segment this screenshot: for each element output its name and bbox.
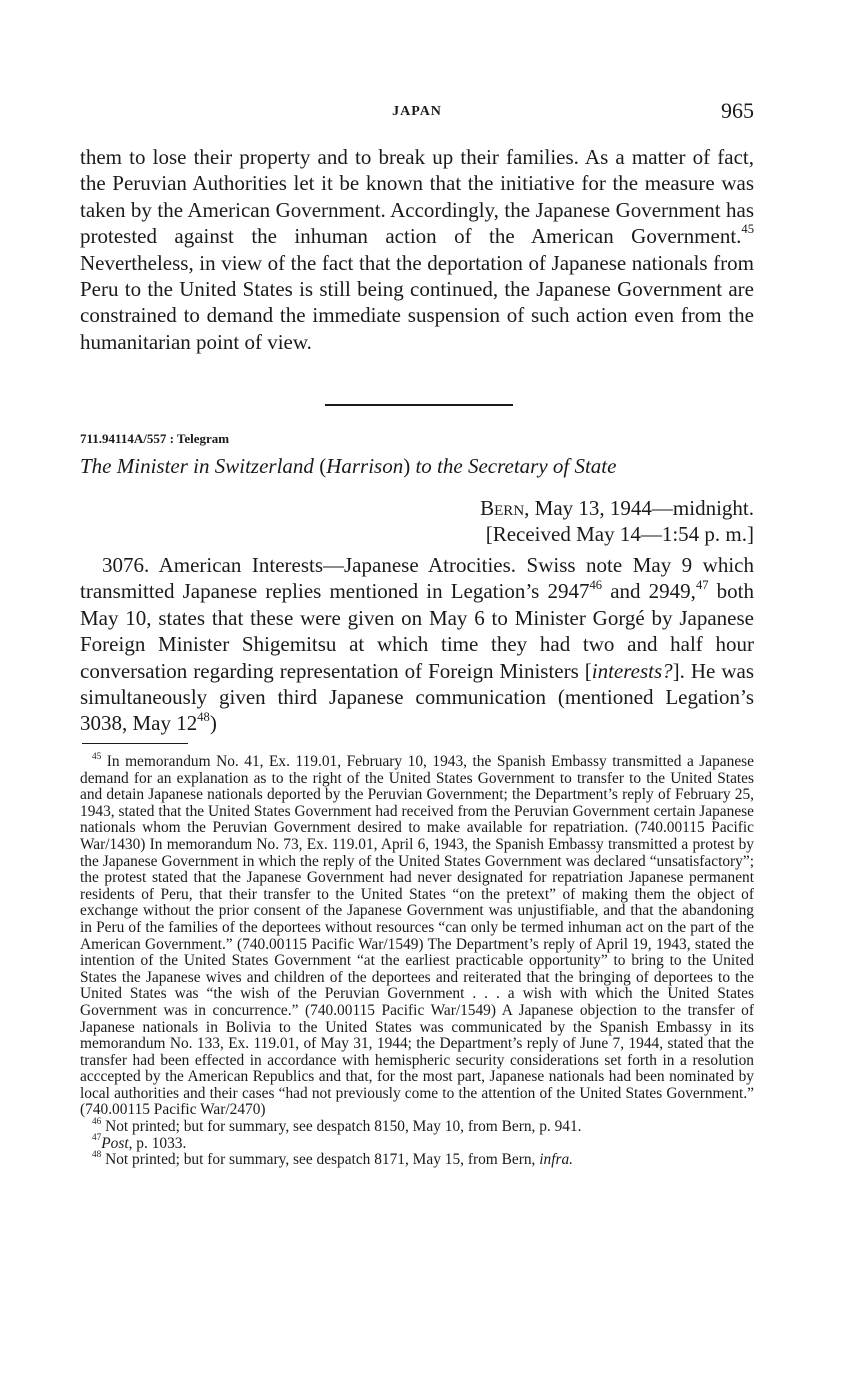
footnote-mark: 46 — [92, 1115, 102, 1126]
footnote-mark: 47 — [92, 1132, 102, 1143]
footnote — [80, 1115, 754, 1136]
footnote-ref[interactable]: 47 — [695, 577, 709, 592]
heading-name: Harrison — [326, 454, 404, 478]
telegram-body — [80, 552, 754, 737]
footnote-italic: Post — [101, 1134, 129, 1152]
footnote — [80, 1132, 754, 1153]
heading-part: The Minister in Switzerland — [80, 454, 320, 478]
running-head — [80, 100, 754, 126]
body-text: both May 10, states that these were given on May 6 to Minister Gorgé by Japanese Foreign Minister Shigemitsu at which time they had two and half hour conversation regarding representation of Foreign Ministers [ — [80, 579, 754, 683]
section-divider — [325, 404, 513, 406]
footnotes — [80, 750, 754, 1169]
footnote-ref[interactable]: 48 — [197, 709, 210, 724]
footnote-text: Not printed; but for summary, see despatch 8171, May 15, from Bern, — [101, 1151, 540, 1169]
document-heading: The Minister in Switzerland (Harrison) to the Secretary of State — [80, 454, 617, 478]
dateline-place: Bern — [480, 496, 525, 520]
footnote-text: , p. 1033. — [128, 1134, 187, 1152]
footnote-ref[interactable]: 46 — [589, 577, 603, 592]
heading-part: to the Secretary of State — [410, 454, 617, 478]
body-text: ) — [209, 711, 217, 736]
file-reference: 711.94114A/557 : Telegram — [80, 431, 230, 446]
footnote-rule — [82, 743, 188, 744]
body-text: 3076. American Interests—Japanese Atrocities. Swiss note May 9 which transmitted Japanese replies mentioned in Legation’s 2947 — [80, 553, 754, 604]
body-text: and 2949, — [602, 579, 696, 604]
paragraph-text: them to lose their property and to break up their families. As a matter of fact, the Peruvian Authorities let it be known that the initiative for the measure was taken by the American Government. Accordingly, the Japanese Government has protested against the inhuman action of the American Government. — [80, 145, 754, 249]
dateline-date: , May 13, 1944—midnight. — [524, 496, 754, 520]
continued-paragraph — [80, 144, 754, 355]
footnote-mark: 48 — [92, 1148, 102, 1159]
footnote — [80, 750, 754, 1119]
page-number: 965 — [721, 98, 754, 123]
dateline — [480, 496, 754, 521]
paragraph-text: Nevertheless, in view of the fact that the deportation of Japanese nationals from Peru to the United States is still being continued, the Japanese Government are constrained to demand the immediate suspension of such action even from the humanitarian point of view. — [80, 250, 754, 354]
footnote-text: In memorandum No. 41, Ex. 119.01, February 10, 1943, the Spanish Embassy transmitted a Japanese demand for an explanation as to the right of the United States Government to transfer to the United States and detain Japanese nationals deported by the Peruvian Government; the Department’s reply of February 25, 1943, stated that the United States Government had received from the Peruvian Government certain Japanese nationals whom the Peruvian Government desired to make available for repatriation. (740.00115 Pacific War/1430) In memorandum No. 73, Ex. 119.01, April 6, 1943, the Spanish Embassy transmitted a protest by the Japanese Government in which the reply of the United States Government was declared “unsatisfactory”; the protest stated that the Japanese Government had never designated for repatriation Japanese permanent residents of Peru, that their transfer to the United States “on the pretext” of making them the object of exchange without the prior consent of the Japanese Government was unjustifiable, and that the abandoning in Peru of the families of the deportees without resources “can only be termed inhuman act on the part of the American Government.” (740.00115 Pacific War/1549) The Department’s reply of April 19, 1943, stated the intention of the United States Government “at the earliest practicable opportunity” to bring to the United States the Japanese wives and children of the deportees and reiterated that the bringing of deportees to the United States was “the wish of the Peruvian Government . . . a wish with which the United States Government was in concurrence.” (740.00115 Pacific War/1549) A Japanese objection to the transfer of Japanese nationals in Bolivia to the United States was communicated by the Spanish Embassy in its memorandum No. 133, Ex. 119.01, of May 31, 1944; the Department’s reply of June 7, 1944, stated that the transfer had been effected in accordance with hemispheric security considerations set forth in a resolution acccepted by the American Republics and that, for the most part, Japanese nationals had been nominated by local authorities and their cases “had not previously come to the attention of the United States Government.” (740.00115 Pacific War/2470) — [80, 753, 754, 1119]
footnote-mark: 45 — [92, 750, 102, 761]
footnote-italic: infra. — [539, 1151, 573, 1169]
running-head-title: JAPAN — [392, 104, 442, 119]
footnote-ref[interactable]: 45 — [741, 222, 754, 237]
footnote — [80, 1148, 754, 1169]
body-italic: interests? — [591, 658, 673, 683]
footnote-text: Not printed; but for summary, see despatch 8150, May 10, from Bern, p. 941. — [101, 1118, 582, 1136]
body-text: ]. He was simultaneously given third Japanese communication (mentioned Legation’s 3038, May 12 — [80, 658, 754, 736]
received-line: [Received May 14—1:54 p. m.] — [485, 522, 754, 546]
